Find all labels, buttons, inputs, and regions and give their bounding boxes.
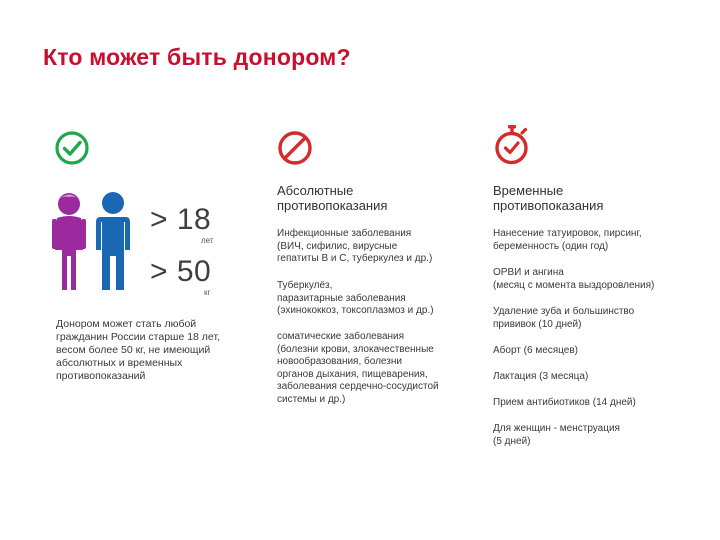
weight-unit: кг: [204, 288, 211, 297]
people-illustration: [52, 190, 134, 292]
description-line: Донором может стать любой: [56, 318, 197, 330]
absolute-heading: Абсолютные противопоказания: [277, 183, 388, 213]
slide-title: Кто может быть донором?: [43, 44, 351, 70]
absolute-item: соматические заболевания (болезни крови, злокачественные новообразования, болезни органов дыхания, пищеварения, заболевания сердечно-сосудистой системы и др.): [277, 331, 439, 405]
absolute-item: Инфекционные заболевания (ВИЧ, сифилис, вирусные гепатиты В и С, туберкулез и др.): [277, 228, 433, 264]
man-icon: [96, 192, 130, 290]
age-value: > 18: [150, 203, 212, 236]
description-line: абсолютных и временных: [56, 357, 183, 369]
temporary-heading: Временные противопоказания: [493, 183, 604, 213]
woman-icon: [52, 193, 86, 290]
prohibited-icon: [277, 130, 313, 166]
description-line: гражданин России старше 18 лет,: [56, 331, 220, 343]
temporary-item: Аборт (6 месяцев): [493, 345, 578, 356]
temporary-item: Удаление зуба и большинство прививок (10 дней): [493, 306, 635, 330]
absolute-item: Туберкулёз, паразитарные заболевания (эхинококкоз, токсоплазмоз и др.): [277, 280, 434, 316]
temporary-item: ОРВИ и ангина (месяц с момента выздоровления): [493, 267, 655, 291]
eligibility-description: [56, 318, 220, 383]
temporary-item: Лактация (3 месяца): [493, 371, 589, 382]
description-line: весом более 50 кг, не имеющий: [56, 344, 211, 356]
weight-value: > 50: [150, 255, 212, 288]
age-unit: лет: [201, 236, 214, 245]
stopwatch-icon: [492, 124, 532, 166]
temporary-item: Для женщин - менструация (5 дней): [493, 423, 620, 447]
description-line: противопоказаний: [56, 370, 146, 382]
temporary-item: Прием антибиотиков (14 дней): [493, 397, 636, 408]
checkmark-circle-icon: [54, 130, 90, 166]
temporary-item: Нанесение татуировок, пирсинг, беременность (один год): [493, 228, 642, 252]
